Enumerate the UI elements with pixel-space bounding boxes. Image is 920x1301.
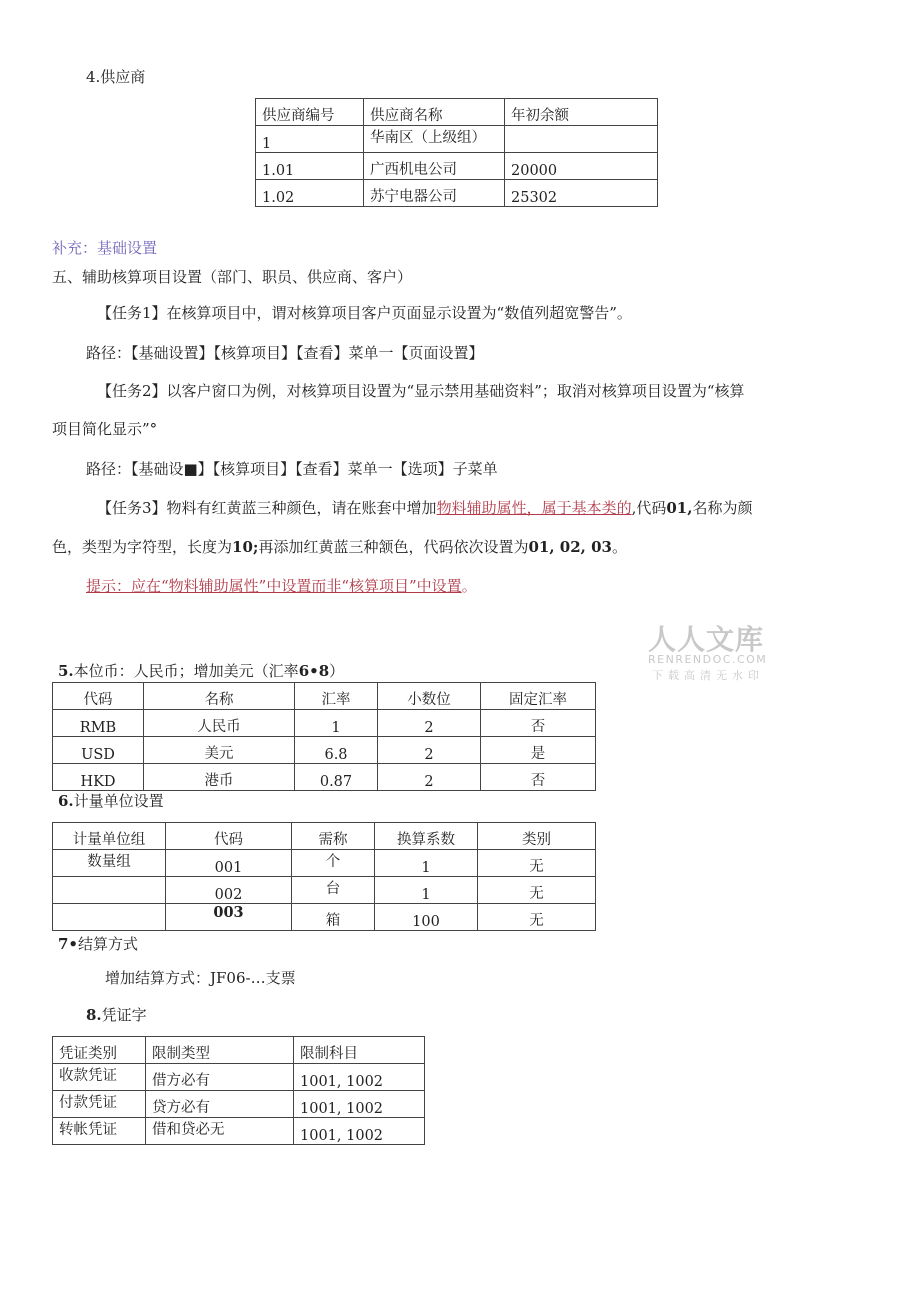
- hint-text: 提示：应在“物料辅助属性”中设置而非“核算项目”中设置: [86, 577, 462, 595]
- task-1-path: 路径：【基础设置】【核算项目】【查看】菜单一【页面设置】: [86, 344, 484, 362]
- table-cell: USD: [53, 737, 144, 764]
- table-row: [53, 850, 596, 877]
- section-5-title: [58, 660, 344, 681]
- unit-table: [52, 822, 596, 931]
- table-cell: 台: [292, 877, 375, 904]
- table-row: [256, 180, 658, 207]
- table-cell: 20000: [505, 153, 658, 180]
- table-row: [53, 737, 596, 764]
- watermark-subtitle: 下载高清无水印: [652, 669, 764, 682]
- table-cell: 否: [481, 764, 596, 791]
- table-cell: 付款凭证: [53, 1091, 146, 1118]
- table-header-row: [256, 99, 658, 126]
- table-row: [53, 1064, 425, 1091]
- section-5-heading: 五、辅助核算项目设置（部门、职员、供应商、客户）: [52, 268, 413, 286]
- hint-end: 。: [461, 577, 477, 595]
- table-header: 凭证类别: [53, 1037, 146, 1064]
- task-3-text: 物料有红黄蓝三种颜色，请在账套中增加: [166, 499, 437, 517]
- section-6-text: 计量单位设置: [73, 792, 164, 810]
- table-header: 代码: [166, 823, 292, 850]
- task-3-line-1: [97, 497, 752, 518]
- voucher-table: [52, 1036, 425, 1145]
- task-3-text: 色，类型为字符型，长度为: [52, 538, 233, 556]
- section-5-number: 5.: [58, 662, 74, 680]
- table-row: [53, 710, 596, 737]
- table-cell: 借和贷必无: [146, 1118, 294, 1145]
- table-header: 供应商编号: [256, 99, 364, 126]
- table-cell: 个: [292, 850, 375, 877]
- table-header: 年初余额: [505, 99, 658, 126]
- section-6-number: 6.: [58, 792, 74, 810]
- table-cell: 6.8: [295, 737, 378, 764]
- table-cell: 1001, 1002: [294, 1118, 425, 1145]
- table-header: 限制科目: [294, 1037, 425, 1064]
- table-cell: 1: [256, 126, 364, 153]
- table-header-row: [53, 823, 596, 850]
- table-header: 固定汇率: [481, 683, 596, 710]
- table-cell: HKD: [53, 764, 144, 791]
- section-7-title: [58, 933, 138, 954]
- task-3-text: 。: [611, 538, 627, 556]
- table-header: 供应商名称: [364, 99, 505, 126]
- table-cell: [505, 126, 658, 153]
- table-header: 限制类型: [146, 1037, 294, 1064]
- table-header-row: [53, 683, 596, 710]
- task-3-text: ,代码: [631, 499, 667, 517]
- table-cell: 001: [166, 850, 292, 877]
- table-header: 类别: [478, 823, 596, 850]
- table-cell: 借方必有: [146, 1064, 294, 1091]
- table-row: [256, 153, 658, 180]
- table-cell: 港币: [144, 764, 295, 791]
- section-8-title: [86, 1004, 147, 1025]
- task-2-line-2: 项目简化显示”°: [52, 420, 158, 438]
- section-7-text: 结算方式: [78, 935, 139, 953]
- table-cell: 1.01: [256, 153, 364, 180]
- task-2-line-1: [97, 380, 745, 401]
- table-header: 代码: [53, 683, 144, 710]
- section-5-rate: 6•8: [298, 662, 330, 680]
- task-1-text: 在核算项目中，谓对核算项目客户页面显示设置为“数值列超宽警告”。: [166, 304, 632, 322]
- section-8-text: 凭证字: [101, 1006, 147, 1024]
- table-cell: 2: [378, 737, 481, 764]
- task-3-text: 名称为颜: [692, 499, 753, 517]
- table-cell: 25302: [505, 180, 658, 207]
- table-cell: 002: [166, 877, 292, 904]
- section-5-text: 本位币：人民币；增加美元（汇率: [73, 662, 299, 680]
- table-cell: 否: [481, 710, 596, 737]
- table-cell: 1001, 1002: [294, 1064, 425, 1091]
- table-cell: [53, 877, 166, 904]
- section-5-text: ）: [329, 662, 345, 680]
- settlement-text: 增加结算方式：JF06-…支票: [105, 969, 296, 987]
- table-cell: 数量组: [53, 850, 166, 877]
- table-cell: [53, 904, 166, 931]
- task-3-length: 10;: [232, 538, 259, 556]
- table-cell: 100: [375, 904, 478, 931]
- table-cell: 1: [295, 710, 378, 737]
- table-cell: 苏宁电器公司: [364, 180, 505, 207]
- table-cell: 收款凭证: [53, 1064, 146, 1091]
- table-cell: 贷方必有: [146, 1091, 294, 1118]
- watermark-url: RENRENDOC.COM: [648, 653, 768, 666]
- watermark-logo: 人人文库: [648, 623, 765, 656]
- table-cell: 1: [375, 877, 478, 904]
- table-cell: 广西机电公司: [364, 153, 505, 180]
- task-3-codes: 01, 02, 03: [528, 538, 612, 556]
- task-3-link: 物料辅助属性，属于基本类的: [436, 499, 632, 517]
- table-cell: 华南区（上级组）: [364, 126, 505, 153]
- table-row: [53, 764, 596, 791]
- table-cell: 转帐凭证: [53, 1118, 146, 1145]
- table-cell: 无: [478, 850, 596, 877]
- currency-table: [52, 682, 596, 791]
- task-3-tag: 【任务3】: [97, 499, 167, 517]
- table-row: [53, 877, 596, 904]
- table-header: 换算系数: [375, 823, 478, 850]
- table-cell: 美元: [144, 737, 295, 764]
- task-3-hint: [86, 575, 477, 596]
- task-1-tag: 【任务1】: [97, 304, 167, 322]
- table-header: 小数位: [378, 683, 481, 710]
- supplier-table: [255, 98, 658, 207]
- table-cell: 003: [166, 904, 292, 931]
- section-8-number: 8.: [86, 1006, 102, 1024]
- table-row: [256, 126, 658, 153]
- table-cell: 0.87: [295, 764, 378, 791]
- section-4-title: 4.供应商: [86, 68, 146, 86]
- task-3-text: 再添加红黄蓝三种颔色，代码依次设置为: [258, 538, 529, 556]
- table-cell: RMB: [53, 710, 144, 737]
- table-cell: 无: [478, 877, 596, 904]
- task-2-tag: 【任务2】: [97, 382, 167, 400]
- table-cell: 1.02: [256, 180, 364, 207]
- table-cell: 2: [378, 710, 481, 737]
- task-3-code: 01,: [666, 499, 693, 517]
- table-cell: 1001, 1002: [294, 1091, 425, 1118]
- table-row: [53, 904, 596, 931]
- table-header: 汇率: [295, 683, 378, 710]
- table-header: 名称: [144, 683, 295, 710]
- table-cell: 1: [375, 850, 478, 877]
- task-2-path: 路径：【基础设■】【核算项目】【查看】菜单一【选项】子菜单: [86, 460, 498, 478]
- table-header: 计量单位组: [53, 823, 166, 850]
- task-2-text: 以客户窗口为例，对核算项目设置为“显示禁用基础资料”；取消对核算项目设置为“核算: [166, 382, 745, 400]
- table-cell: 箱: [292, 904, 375, 931]
- table-cell: 是: [481, 737, 596, 764]
- table-row: [53, 1118, 425, 1145]
- task-1: [97, 302, 632, 323]
- table-row: [53, 1091, 425, 1118]
- supplement-heading: 补充：基础设置: [52, 239, 158, 257]
- table-header: 需称: [292, 823, 375, 850]
- section-6-title: [58, 790, 164, 811]
- section-7-number: 7•: [58, 935, 79, 953]
- table-cell: 人民币: [144, 710, 295, 737]
- table-cell: 无: [478, 904, 596, 931]
- table-cell: 2: [378, 764, 481, 791]
- table-header-row: [53, 1037, 425, 1064]
- task-3-line-2: [52, 536, 627, 557]
